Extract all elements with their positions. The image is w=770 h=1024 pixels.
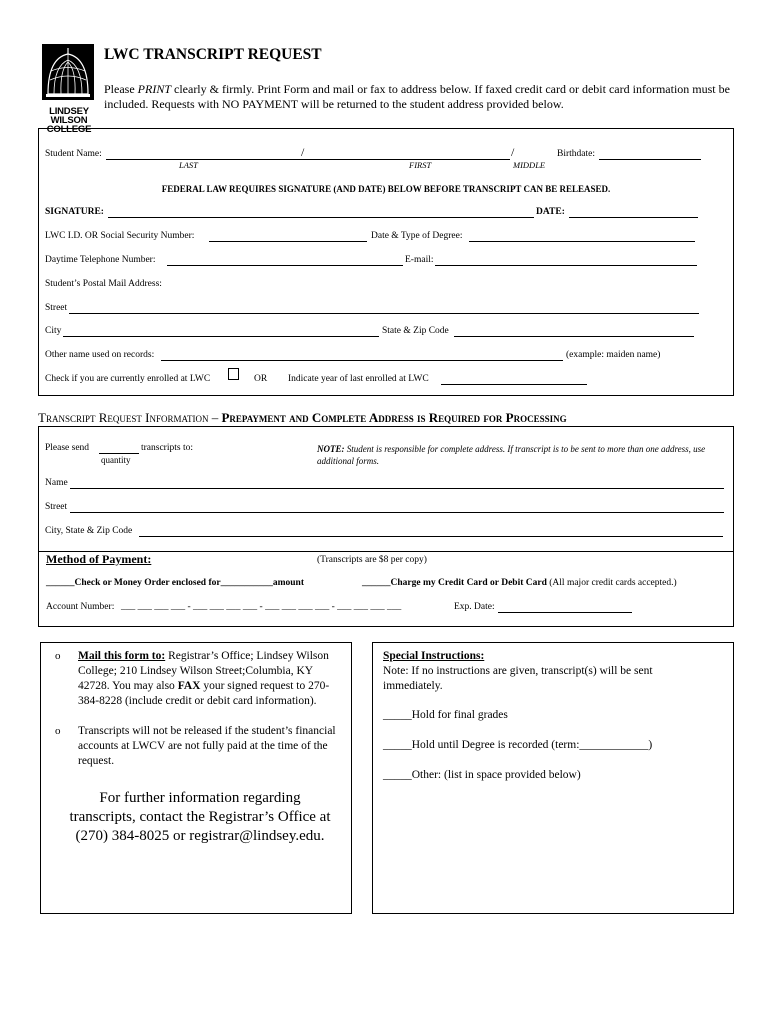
date-label: DATE: <box>536 207 565 217</box>
quantity-field[interactable] <box>99 453 139 454</box>
bullet-icon: o <box>55 725 61 737</box>
recipient-name-label: Name <box>45 478 68 488</box>
last-enrolled-label: Indicate year of last enrolled at LWC <box>288 374 429 384</box>
transcript-request-heading: Transcript Request Information – Prepayment and Complete Address is Required for Processing <box>38 410 567 425</box>
degree-field[interactable] <box>469 241 695 242</box>
other-option[interactable]: _____Other: (list in space provided below) <box>383 769 581 781</box>
degree-label: Date & Type of Degree: <box>371 231 463 241</box>
name-separator: / <box>301 145 305 159</box>
special-note: Note: If no instructions are given, transcript(s) will be sent immediately. <box>383 665 653 692</box>
enrolled-label: Check if you are currently enrolled at LWC <box>45 374 211 384</box>
address-note: NOTE: Student is responsible for complete address. If transcript is to be sent to more than one address, use additional forms. <box>317 444 706 466</box>
id-ssn-label: LWC I.D. OR Social Security Number: <box>45 231 195 241</box>
mail-instructions: Mail this form to: Registrar’s Office; Lindsey Wilson College; 210 Lindsey Wilson Street;Columbia, KY 42728. You may also FAX your signed request to 270-384-8228 (include credit or debit card information). <box>78 650 330 707</box>
city-field[interactable] <box>63 336 379 337</box>
price-note: (Transcripts are $8 per copy) <box>317 555 427 565</box>
recipient-name-field[interactable] <box>70 488 724 489</box>
intro-text: Please PRINT clearly & firmly. Print Form and mail or fax to address below. If faxed credit card or debit card information must be included. Requests with NO PAYMENT will be returned to the student address provided below. <box>104 82 730 111</box>
exp-date-field[interactable] <box>498 612 632 613</box>
dome-logo-icon <box>42 44 94 100</box>
street-label: Street <box>45 303 68 313</box>
email-field[interactable] <box>435 265 697 266</box>
charge-option[interactable]: ______Charge my Credit Card or Debit Card (All major credit cards accepted.) <box>362 578 677 588</box>
email-label: E-mail: <box>405 255 434 265</box>
street-field[interactable] <box>69 313 699 314</box>
transcript-request-section <box>38 426 734 552</box>
signature-label: SIGNATURE: <box>45 207 104 217</box>
state-zip-label: State & Zip Code <box>382 326 449 336</box>
college-logo <box>42 44 94 135</box>
other-name-label: Other name used on records: <box>45 350 155 360</box>
name-separator: / <box>511 145 515 159</box>
or-label: OR <box>254 374 268 384</box>
other-name-field[interactable] <box>161 360 563 361</box>
mailing-info-section <box>40 642 352 914</box>
other-name-example: (example: maiden name) <box>566 350 661 360</box>
birthdate-field[interactable] <box>599 159 701 160</box>
payment-heading: Method of Payment: <box>46 552 152 566</box>
recipient-city-field[interactable] <box>139 536 723 537</box>
city-label: City <box>45 326 62 336</box>
student-info-section <box>38 128 734 396</box>
logo-wordmark: LINDSEY WILSON COLLEGE <box>46 106 92 135</box>
currently-enrolled-checkbox[interactable] <box>228 368 239 380</box>
send-label: Please send <box>45 443 90 453</box>
last-name-caption: LAST <box>179 160 198 170</box>
contact-info: For further information regarding transcripts, contact the Registrar’s Office at (270) 384-8025 or registrar@lindsey.edu. <box>69 790 331 844</box>
transcripts-to-label: transcripts to: <box>141 443 193 453</box>
exp-date-label: Exp. Date: <box>454 602 495 612</box>
account-number-field[interactable]: ___ ___ ___ ___ - ___ ___ ___ ___ - ___ ___ ___ ___ - ___ ___ ___ ___ <box>121 602 402 612</box>
hold-degree-option[interactable]: _____Hold until Degree is recorded (term:____________) <box>383 739 653 751</box>
release-policy: Transcripts will not be released if the student’s financial accounts at LWCV are not fully paid at the time of the request. <box>78 725 336 767</box>
special-instructions-section <box>372 642 734 914</box>
hold-final-grades-option[interactable]: _____Hold for final grades <box>383 709 508 721</box>
student-name-field[interactable] <box>106 159 510 160</box>
recipient-street-label: Street <box>45 502 68 512</box>
federal-law-notice: FEDERAL LAW REQUIRES SIGNATURE (AND DATE) BELOW BEFORE TRANSCRIPT CAN BE RELEASED. <box>161 184 611 194</box>
signature-date-field[interactable] <box>569 217 698 218</box>
bullet-icon: o <box>55 650 61 662</box>
account-number-label: Account Number: <box>46 602 115 612</box>
quantity-caption: quantity <box>101 455 131 465</box>
student-name-label: Student Name: <box>45 149 102 159</box>
id-ssn-field[interactable] <box>209 241 367 242</box>
recipient-street-field[interactable] <box>70 512 724 513</box>
state-zip-field[interactable] <box>454 336 694 337</box>
postal-address-label: Student’s Postal Mail Address: <box>45 279 162 289</box>
check-option[interactable]: ______Check or Money Order enclosed for___________amount <box>46 578 304 588</box>
signature-field[interactable] <box>108 217 534 218</box>
birthdate-label: Birthdate: <box>557 149 595 159</box>
middle-name-caption: MIDDLE <box>513 160 546 170</box>
special-heading: Special Instructions: <box>383 650 485 662</box>
recipient-city-label: City, State & Zip Code <box>45 526 133 536</box>
form-title: LWC TRANSCRIPT REQUEST <box>104 46 322 63</box>
first-name-caption: FIRST <box>409 160 432 170</box>
last-enrolled-year-field[interactable] <box>441 384 587 385</box>
phone-label: Daytime Telephone Number: <box>45 255 156 265</box>
payment-section <box>38 550 734 627</box>
phone-field[interactable] <box>167 265 403 266</box>
